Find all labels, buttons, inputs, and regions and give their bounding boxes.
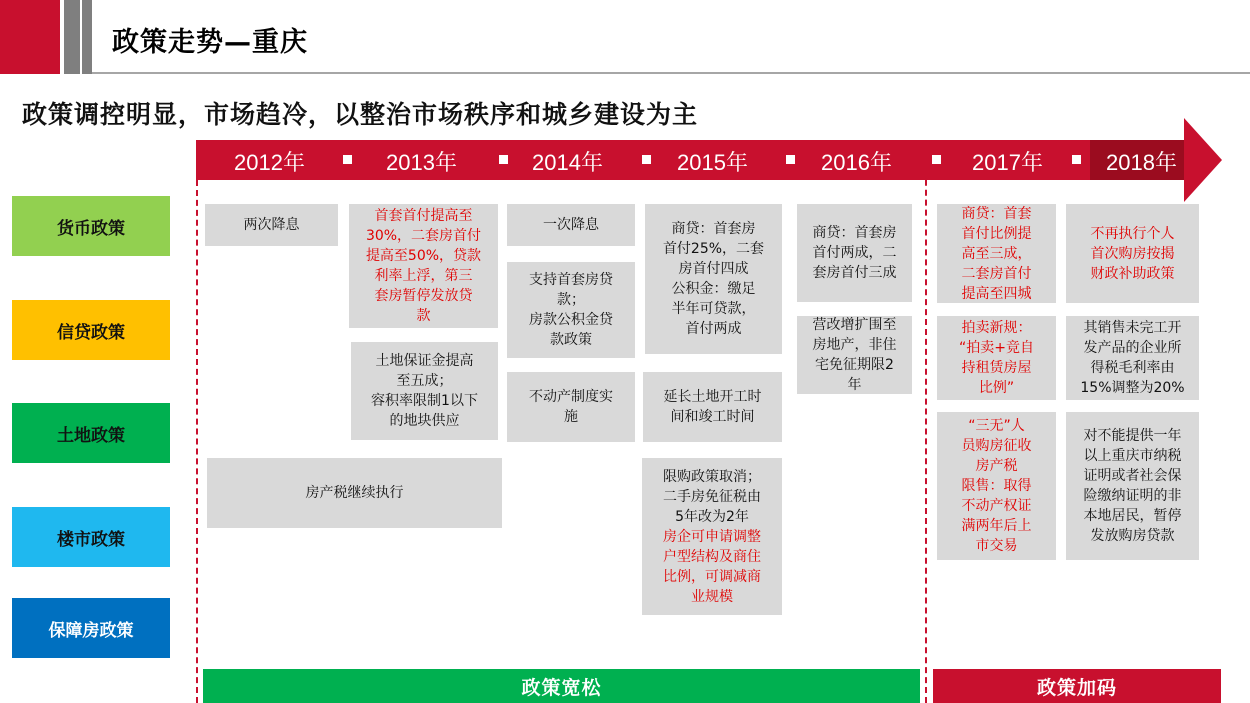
policy-text: 半年可贷款， — [671, 301, 756, 317]
policy-text: 容积率限制1以下 — [371, 393, 478, 409]
policy-text: 首次购房按揭 — [1090, 245, 1175, 262]
policy-text: 户型结构及商住 — [663, 548, 761, 565]
policy-box — [642, 458, 782, 615]
policy-text: 得税毛利率由 — [1090, 360, 1175, 376]
policy-box — [1066, 316, 1199, 400]
policy-text: 提高至50%，贷款 — [365, 248, 482, 264]
policy-box — [205, 204, 338, 246]
policy-text: 高至三成， — [961, 245, 1032, 262]
title-accent-red — [0, 0, 60, 74]
policy-text: “拍卖+竞自 — [959, 340, 1034, 356]
policy-text: 不动产制度实 — [529, 389, 613, 405]
policy-text: 商贷：首套房 — [812, 225, 897, 241]
policy-text: 不动产权证 — [961, 498, 1032, 514]
timeline-dot-icon — [343, 155, 352, 164]
category-land: 土地政策 — [12, 403, 170, 463]
policy-text: 首付比例提 — [961, 225, 1032, 242]
category-market: 楼市政策 — [12, 507, 170, 567]
category-monetary: 货币政策 — [12, 196, 170, 256]
policy-text: 市交易 — [975, 538, 1018, 554]
policy-text: 证明或者社会保 — [1083, 468, 1182, 484]
policy-text: 土地保证金提高 — [375, 353, 474, 369]
policy-text: 年 — [847, 377, 862, 393]
policy-text: 拍卖新规： — [961, 320, 1032, 336]
policy-text: 发产品的企业所 — [1083, 340, 1182, 356]
timeline-dot-icon — [1072, 155, 1081, 164]
policy-box — [937, 316, 1056, 400]
timeline-dot-icon — [786, 155, 795, 164]
policy-text: 商贷：首套房 — [671, 221, 756, 237]
policy-box — [937, 204, 1056, 303]
policy-text: “三无”人 — [968, 418, 1025, 434]
policy-box — [351, 342, 498, 440]
category-credit: 信贷政策 — [12, 300, 170, 360]
policy-text: 首付两成 — [685, 321, 742, 337]
policy-text: 比例” — [978, 380, 1015, 396]
policy-text: 对不能提供一年 — [1083, 428, 1182, 444]
phase-loose-bar: 政策宽松 — [203, 669, 920, 703]
policy-box — [797, 204, 912, 302]
policy-box — [937, 412, 1056, 560]
policy-text: 商贷：首套 — [961, 205, 1032, 222]
timeline-year: 2012年 — [234, 150, 305, 175]
policy-text: 比例，可调减商 — [663, 568, 761, 585]
timeline-arrow-head-icon — [1184, 118, 1222, 202]
policy-box — [207, 458, 502, 528]
policy-text: 营改增扩围至 — [812, 317, 897, 333]
policy-text: 持租赁房屋 — [961, 360, 1032, 376]
policy-text: 首付两成，二 — [812, 245, 897, 261]
policy-text: 其销售未完工开 — [1083, 320, 1182, 336]
policy-text: 套房暂停发放贷 — [374, 288, 473, 304]
policy-text: 首付25%，二套 — [662, 241, 765, 257]
title-divider — [92, 72, 1250, 74]
policy-text: 不再执行个人 — [1090, 225, 1175, 242]
policy-box — [797, 316, 912, 394]
phase-divider — [925, 140, 927, 703]
policy-text: 本地居民，暂停 — [1083, 508, 1182, 524]
timeline-year: 2015年 — [677, 150, 748, 175]
policy-text: 至五成； — [396, 373, 453, 389]
policy-text: 房首付四成 — [678, 261, 749, 277]
policy-text: 15%调整为20% — [1080, 380, 1185, 396]
policy-text: 险缴纳证明的非 — [1083, 488, 1182, 504]
policy-text: 间和竣工时间 — [670, 409, 755, 425]
timeline-dot-icon — [499, 155, 508, 164]
policy-text: 一次降息 — [543, 217, 599, 233]
timeline-start-divider — [196, 180, 198, 703]
policy-text: 款 — [416, 308, 431, 324]
page-subtitle: 政策调控明显，市场趋冷，以整治市场秩序和城乡建设为主 — [22, 100, 699, 129]
category-affordable-housing: 保障房政策 — [12, 598, 170, 658]
policy-text: 二手房免征税由 — [663, 488, 761, 505]
policy-text: 宅免征期限2 — [815, 357, 894, 373]
timeline-year: 2018年 — [1106, 150, 1177, 175]
timeline-year: 2013年 — [386, 150, 457, 175]
policy-text: 公积金：缴足 — [671, 281, 756, 297]
timeline-dot-icon — [642, 155, 651, 164]
policy-text: 房产税 — [975, 458, 1018, 474]
policy-text: 30%，二套房首付 — [365, 228, 482, 244]
policy-text: 利率上浮，第三 — [374, 268, 473, 284]
policy-text: 满两年后上 — [961, 518, 1032, 534]
timeline-year: 2016年 — [821, 150, 892, 175]
policy-text: 两次降息 — [243, 217, 300, 233]
policy-text: 房产税继续执行 — [305, 485, 404, 501]
policy-box — [1066, 204, 1199, 303]
policy-text: 财政补助政策 — [1090, 265, 1175, 282]
policy-box — [349, 204, 498, 328]
policy-text: 房款公积金贷 — [529, 312, 613, 328]
policy-box — [507, 262, 635, 358]
policy-text: 二套房首付 — [961, 265, 1032, 282]
title-accent-grey-thin — [82, 0, 92, 74]
title-accent-grey — [64, 0, 80, 74]
policy-box — [645, 204, 782, 354]
policy-text: 延长土地开工时 — [663, 389, 762, 405]
title-bar — [0, 0, 1250, 74]
timeline-dot-icon — [932, 155, 941, 164]
policy-text: 支持首套房贷 — [529, 272, 613, 288]
policy-text: 业规模 — [691, 588, 733, 605]
policy-text: 款； — [557, 292, 585, 308]
phase-tight-bar: 政策加码 — [933, 669, 1221, 703]
policy-text: 套房首付三成 — [812, 265, 897, 281]
page-title: 政策走势—重庆 — [112, 27, 308, 58]
policy-text: 首套首付提高至 — [374, 208, 473, 224]
policy-text: 房企可申请调整 — [663, 528, 761, 545]
timeline-year: 2014年 — [532, 150, 603, 175]
policy-text: 员购房征收 — [961, 438, 1032, 454]
policy-text: 提高至四城 — [961, 285, 1032, 302]
policy-box — [1066, 412, 1199, 560]
policy-text: 限购政策取消； — [663, 468, 761, 485]
timeline-year: 2017年 — [972, 150, 1043, 175]
policy-box — [507, 372, 635, 442]
timeline-arrow — [196, 140, 1226, 180]
policy-text: 的地块供应 — [389, 413, 460, 429]
policy-text: 发放购房贷款 — [1090, 528, 1175, 544]
policy-text: 5年改为2年 — [675, 508, 749, 525]
policy-text: 以上重庆市纳税 — [1083, 448, 1182, 464]
policy-box — [643, 372, 782, 442]
policy-text: 款政策 — [550, 332, 592, 348]
policy-text: 施 — [564, 409, 578, 425]
policy-text: 房地产，非住 — [812, 337, 897, 353]
policy-box — [507, 204, 635, 246]
policy-text: 限售：取得 — [961, 478, 1032, 494]
